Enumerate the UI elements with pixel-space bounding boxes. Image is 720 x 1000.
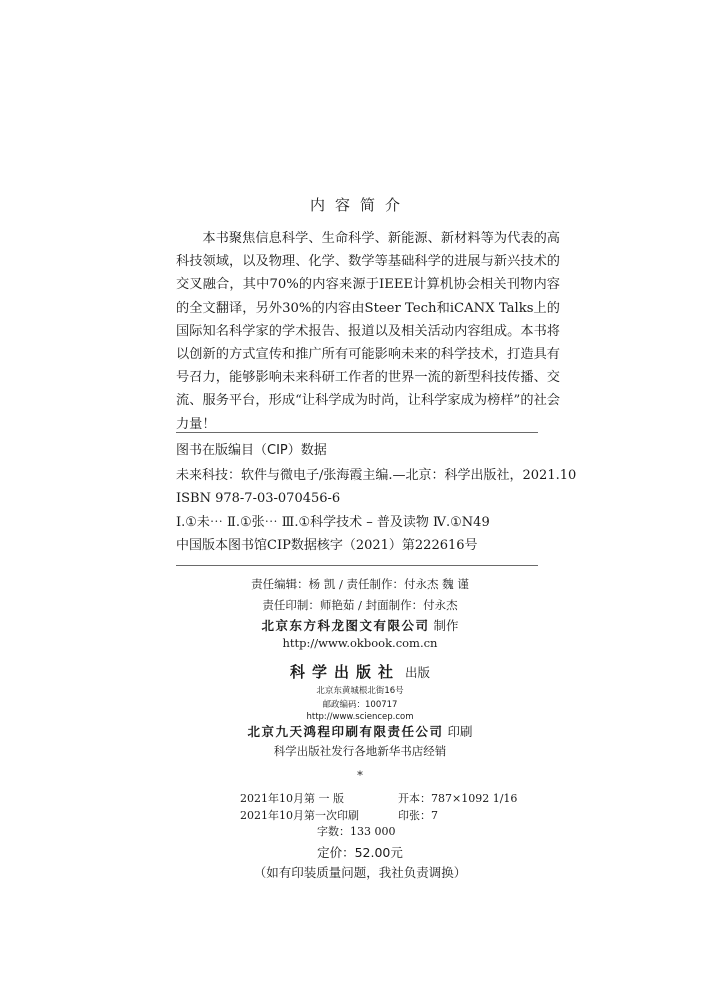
distributor-line: 科学出版社发行各地新华书店经销 (273, 744, 447, 758)
publisher-url: http://www.sciencep.com (306, 712, 414, 722)
word-count-line: 字数：133 000 (317, 825, 396, 838)
publisher-suffix: 出版 (405, 665, 431, 680)
cip-classification: Ⅰ.①未⋯ Ⅱ.①张⋯ Ⅲ.①科学技术 – 普及读物 Ⅳ.①N49 (176, 515, 490, 530)
price: 定价：52.00元 (317, 845, 403, 860)
printing-line: 2021年10月第一次印刷 (240, 809, 359, 822)
intro-title: 内容简介 (309, 196, 410, 214)
publisher-address: 北京东黄城根北街16号 (316, 686, 404, 696)
printer-suffix: 印刷 (447, 724, 473, 739)
producer-name: 北京东方科龙图文有限公司 (261, 618, 430, 633)
publisher-name: 科学出版社 (289, 663, 400, 681)
cip-core-number: 中国版本图书馆CIP数据核字（2021）第222616号 (176, 538, 478, 553)
price-note: （如有印装质量问题，我社负责调换） (253, 865, 467, 880)
publisher-line (0, 661, 720, 682)
credits-editors: 责任编辑：杨 凯 / 责任制作：付永杰 魏 谨 (251, 577, 469, 591)
credits-print-cover: 责任印制：师艳茹 / 封面制作：付永杰 (262, 598, 458, 612)
printer-name: 北京九天鸿程印刷有限责任公司 (247, 724, 444, 739)
separator-star: * (357, 768, 363, 782)
credits-producer (0, 616, 720, 634)
cip-bibliographic-line: 未来科技：软件与微电子/张海霞主编.—北京：科学出版社，2021.10 (176, 468, 577, 483)
producer-suffix: 制作 (433, 618, 459, 633)
cip-heading: 图书在版编目（CIP）数据 (176, 443, 327, 458)
publisher-postcode: 邮政编码：100717 (322, 700, 398, 710)
cip-isbn: ISBN 978-7-03-070456-6 (176, 491, 341, 506)
producer-url: http://www.okbook.com.cn (282, 636, 438, 650)
intro-body: 本书聚焦信息科学、生命科学、新能源、新材料等为代表的高科技领域，以及物理、化学、数学等基础科学的进展与新兴技术的交叉融合，其中70%的内容来源于IEEE计算机协会相关刊物内容的全文翻译，另外30%的内容由Steer Tech和iCANX Talks上的国际知名科学家的学术报告、报道以及相关活动内容组成。本书将以创新的方式宣传和推广所有可能影响未来的科学技术，打造具有号召力，能够影响未来科研工作者的世界一流的新型科技传播、交流、服务平台，形成“让科学成为时尚，让科学家成为榜样”的社会力量！ (176, 231, 560, 432)
cip-bottom-rule (176, 565, 538, 566)
sheets-line: 印张：7 (398, 809, 438, 822)
edition-line: 2021年10月第 一 版 (240, 792, 344, 805)
format-line: 开本：787×1092 1/16 (398, 792, 518, 805)
printer-line (0, 722, 720, 740)
cip-top-rule (176, 432, 538, 433)
